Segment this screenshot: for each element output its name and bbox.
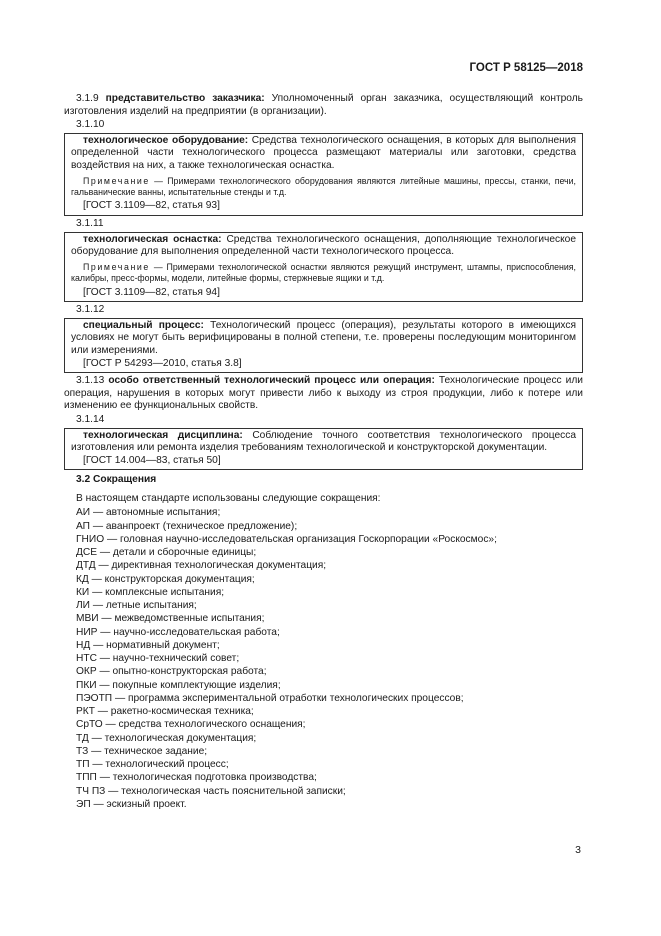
term-number: 3.1.10 — [76, 119, 105, 131]
abbreviation-item: ПКИ — покупные комплектующие изделия; — [76, 679, 281, 691]
term-number: 3.1.9 — [76, 93, 99, 104]
note-text: — Примерами технологической оснастки являются режущий инструмент, штампы, приспособления, калибры, пресс-формы, модели, литейные формы, стержневые ящики и т.д. — [71, 261, 576, 284]
abbreviation-item: ГНИО — головная научно-исследовательская организация Госкорпорации «Роскосмос»; — [76, 533, 497, 545]
abbreviation-item: АИ — автономные испытания; — [76, 507, 221, 519]
abbreviation-item: ПЭОТП — программа экспериментальной отработки технологических процессов; — [76, 692, 464, 704]
abbreviation-item: ОКР — опытно-конструкторская работа; — [76, 666, 267, 678]
abbreviation-item: ЭП — эскизный проект. — [76, 798, 187, 810]
term-name: особо ответственный технологический процесс или операция: — [108, 375, 435, 387]
term-definition: Уполномоченный орган заказчика, осуществляющий контроль изготовления изделий на предприятии (в организации). — [64, 93, 583, 117]
term-note — [71, 262, 576, 285]
term-3-1-13 — [64, 375, 583, 413]
abbreviation-item: ТД — технологическая документация; — [76, 732, 257, 744]
term-source: [ГОСТ 3.1109—82, статья 93] — [83, 200, 220, 212]
note-label: Примечание — [83, 261, 150, 272]
term-definition: Соблюдение точного соответствия технологического процесса изготовления или ремонта изделия требованиям технологической и конструкторской документации. — [71, 429, 576, 454]
term-name: специальный процесс: — [83, 319, 204, 331]
abbreviation-item: КД — конструкторская документация; — [76, 573, 255, 585]
term-number: 3.1.11 — [76, 217, 104, 229]
term-number: 3.1.13 — [76, 375, 105, 387]
term-source: [ГОСТ 3.1109—82, статья 94] — [83, 286, 220, 298]
abbreviation-item: ТЗ — техническое задание; — [76, 745, 208, 757]
term-definition: Средства технологического оснащения, в которых для выполнения определенной части технологического процесса размещают материалы или заготовки, средства воздействия на них, а также технологическая оснастка. — [71, 134, 576, 171]
abbreviation-item: КИ — комплексные испытания; — [76, 586, 225, 598]
page-content — [64, 93, 583, 811]
abbreviation-item: ТПП — технологическая подготовка производства; — [76, 772, 317, 784]
abbreviation-item: ДТД — директивная технологическая документация; — [76, 560, 327, 572]
term-entry — [71, 234, 576, 259]
term-name: представительство заказчика: — [105, 93, 265, 104]
section-intro: В настоящем стандарте использованы следующие сокращения: — [76, 492, 381, 504]
term-source: [ГОСТ 14.004—83, статья 50] — [83, 454, 221, 466]
abbreviation-item: ЛИ — летные испытания; — [76, 600, 197, 612]
term-entry — [71, 320, 576, 358]
term-3-1-9 — [64, 93, 583, 118]
term-number: 3.1.12 — [76, 304, 105, 316]
abbreviation-item: НД — нормативный документ; — [76, 639, 220, 651]
term-name: технологическое оборудование: — [83, 134, 249, 146]
abbreviation-item: НИР — научно-исследовательская работа; — [76, 626, 280, 638]
abbreviation-item: АП — аванпроект (техническое предложение); — [76, 520, 298, 532]
term-number: 3.1.14 — [76, 413, 105, 425]
abbreviation-item: ТП — технологический процесс; — [76, 759, 229, 771]
page-number: 3 — [575, 844, 581, 856]
term-entry — [71, 430, 576, 455]
section-title: 3.2 Сокращения — [76, 474, 157, 486]
term-entry — [71, 135, 576, 173]
term-definition: Средства технологического оснащения, дополняющие технологическое оборудование для выполнения определенной части технологического процесса. — [71, 233, 576, 258]
term-box-3-1-12 — [64, 318, 583, 373]
abbreviation-item: СрТО — средства технологического оснащения; — [76, 719, 306, 731]
term-name: технологическая дисциплина: — [83, 429, 243, 441]
note-text: — Примерами технологического оборудования являются литейные машины, прессы, станки, печи, гальванические ванны, испытательные стенды и т.д. — [71, 175, 576, 197]
term-name: технологическая оснастка: — [83, 233, 222, 245]
abbreviation-item: РКТ — ракетно-космическая техника; — [76, 706, 254, 718]
term-note — [71, 176, 576, 199]
abbreviation-item: ДСЕ — детали и сборочные единицы; — [76, 547, 257, 559]
term-box-3-1-10 — [64, 133, 583, 216]
note-label: Примечание — [83, 175, 150, 186]
abbreviation-item: ТЧ ПЗ — технологическая часть пояснительной записки; — [76, 785, 346, 797]
term-definition: Технологические процесс или операция, нарушения в которых могут привести либо к выходу из строя продукции, либо к потере или изменению ее функциональных свойств. — [64, 375, 583, 412]
term-box-3-1-11 — [64, 232, 583, 303]
term-source: [ГОСТ Р 54293—2010, статья 3.8] — [83, 357, 242, 369]
abbreviation-item: НТС — научно-технический совет; — [76, 653, 240, 665]
abbreviation-list — [64, 506, 583, 811]
term-box-3-1-14 — [64, 428, 583, 471]
standard-designation: ГОСТ Р 58125—2018 — [469, 62, 583, 74]
abbreviation-item: МВИ — межведомственные испытания; — [76, 613, 265, 625]
term-definition: Технологический процесс (операция), результаты которого в имеющихся условиях не могут быть верифицированы в полной степени, т.е. проверены последующим мониторингом или измерениями. — [71, 319, 576, 356]
